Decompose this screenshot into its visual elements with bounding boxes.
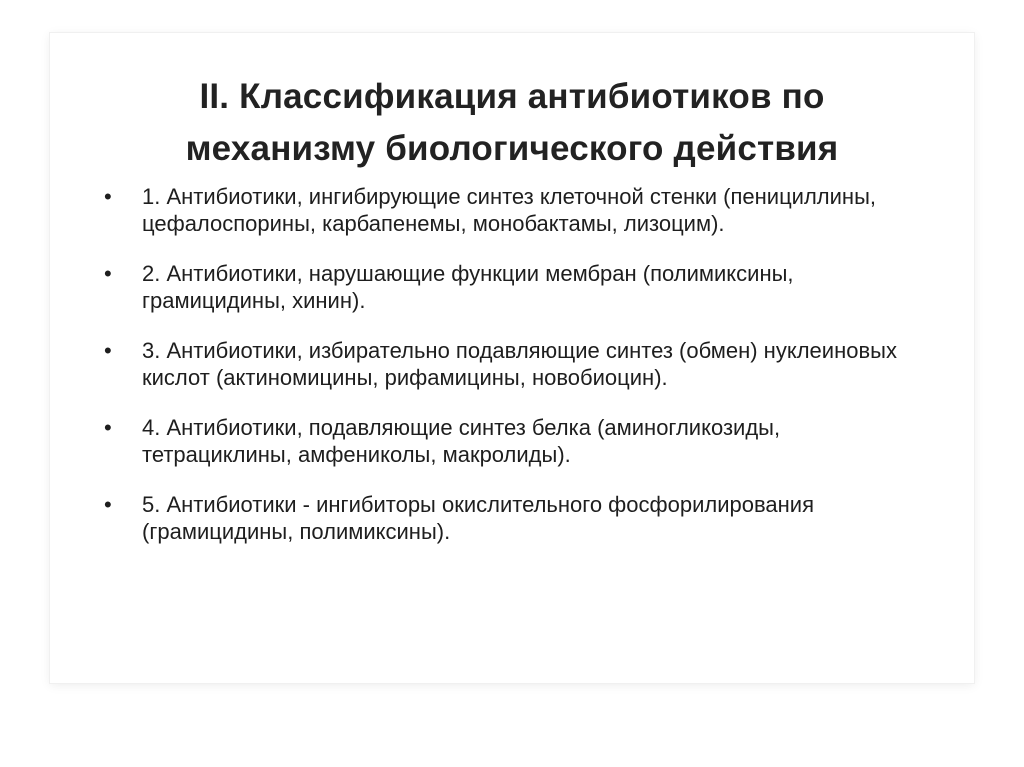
list-item <box>100 414 930 468</box>
slide-title-line-1: II. Классификация антибиотиков по <box>199 77 825 116</box>
list-item <box>100 183 930 237</box>
bullet-icon: • <box>104 338 112 363</box>
list-item-text: 2. Антибиотики, нарушающие функции мембран (полимиксины, грамицидины, хинин). <box>142 261 794 313</box>
list-item-text: 3. Антибиотики, избирательно подавляющие синтез (обмен) нуклеиновых кислот (актиномицины, рифамицины, новобиоцин). <box>142 338 897 390</box>
bullet-list <box>100 183 930 568</box>
bullet-icon: • <box>104 415 112 440</box>
slide-title-line-2: механизму биологического действия <box>185 129 839 168</box>
slide <box>50 33 974 683</box>
bullet-icon: • <box>104 261 112 286</box>
list-item <box>100 337 930 391</box>
bullet-icon: • <box>104 492 112 517</box>
list-item-text: 1. Антибиотики, ингибирующие синтез клеточной стенки (пенициллины, цефалоспорины, карбапенемы, монобактамы, лизоцим). <box>142 184 877 236</box>
bullet-icon: • <box>104 184 112 209</box>
list-item <box>100 491 930 545</box>
slide-title <box>50 71 974 175</box>
list-item <box>100 260 930 314</box>
list-item-text: 4. Антибиотики, подавляющие синтез белка (аминогликозиды, тетрациклины, амфениколы, макролиды). <box>142 415 781 467</box>
list-item-text: 5. Антибиотики - ингибиторы окислительного фосфорилирования (грамицидины, полимиксины). <box>142 492 814 544</box>
